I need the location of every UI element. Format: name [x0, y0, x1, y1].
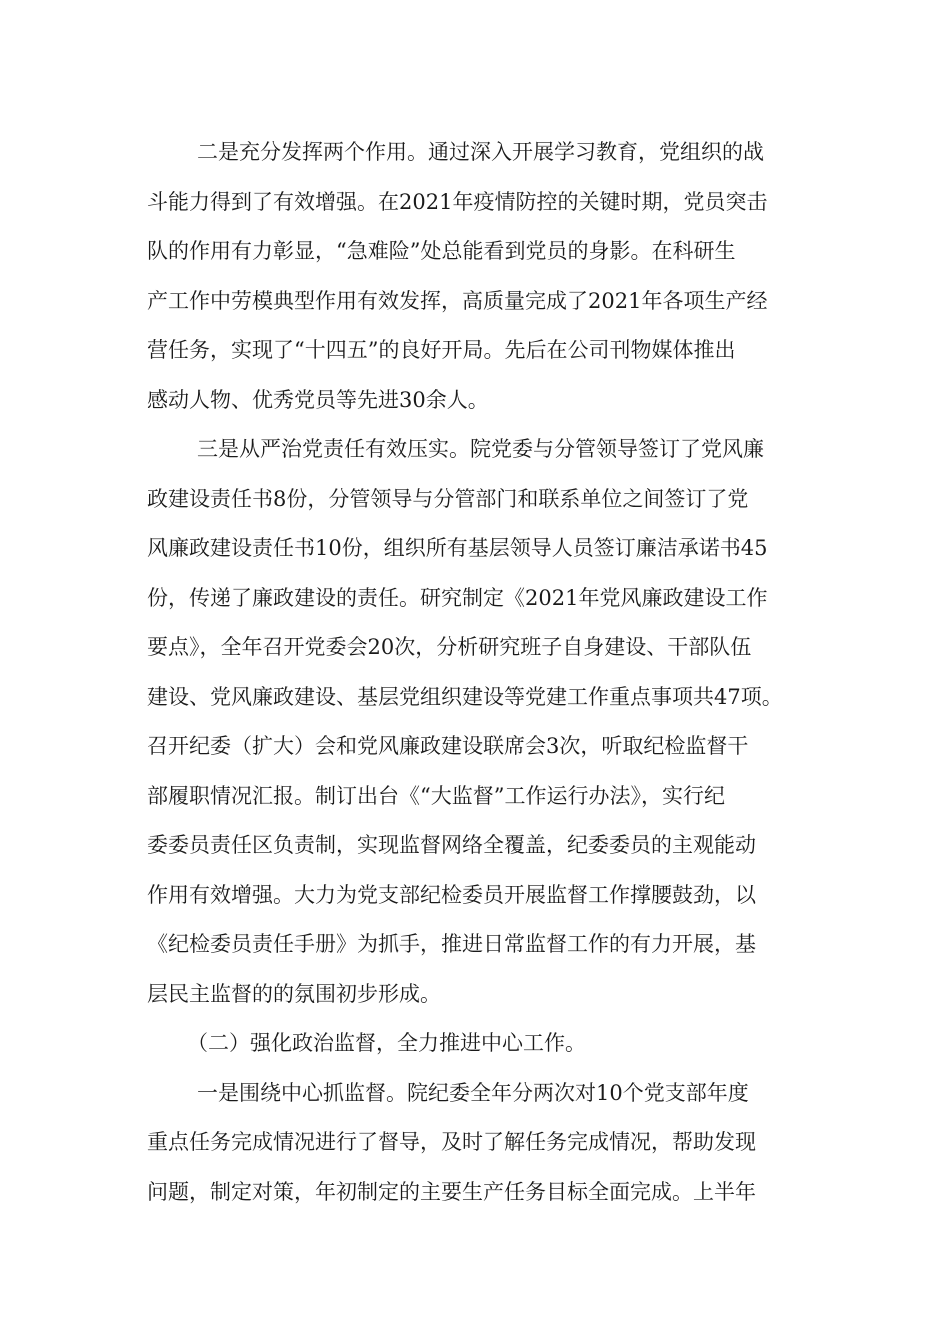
section-heading: （二）强化政治监督，全力推进中心工作。	[187, 1031, 586, 1055]
paragraph-1-line-3: 队的作用有力彰显，“急难险”处总能看到党员的身影。在科研生	[147, 239, 736, 263]
paragraph-2-line-12: 层民主监督的的氛围初步形成。	[147, 982, 441, 1006]
paragraph-2-line-1: 三是从严治党责任有效压实。院党委与分管领导签订了党风廉	[197, 437, 764, 461]
paragraph-3-line-3: 问题，制定对策，年初制定的主要生产任务目标全面完成。上半年	[147, 1180, 756, 1204]
paragraph-2-line-6: 建设、党风廉政建设、基层党组织建设等党建工作重点事项共47项。	[147, 685, 783, 709]
paragraph-2-line-3: 风廉政建设责任书10份，组织所有基层领导人员签订廉洁承诺书45	[147, 536, 768, 560]
paragraph-1-line-2: 斗能力得到了有效增强。在2021年疫情防控的关键时期，党员突击	[147, 190, 768, 214]
paragraph-3-line-1: 一是围绕中心抓监督。院纪委全年分两次对10个党支部年度	[197, 1081, 749, 1105]
paragraph-3-line-2: 重点任务完成情况进行了督导，及时了解任务完成情况，帮助发现	[147, 1130, 756, 1154]
paragraph-2-line-5: 要点》，全年召开党委会20次，分析研究班子自身建设、干部队伍	[147, 635, 752, 659]
paragraph-2-line-9: 委委员责任区负责制，实现监督网络全覆盖，纪委委员的主观能动	[147, 833, 756, 857]
paragraph-2-line-7: 召开纪委（扩大）会和党风廉政建设联席会3次，听取纪检监督干	[147, 734, 749, 758]
paragraph-2-line-11: 《纪检委员责任手册》为抓手，推进日常监督工作的有力开展，基	[147, 932, 756, 956]
paragraph-1-line-4: 产工作中劳模典型作用有效发挥，高质量完成了2021年各项生产经	[147, 289, 768, 313]
paragraph-2-line-4: 份，传递了廉政建设的责任。研究制定《2021年党风廉政建设工作	[147, 586, 768, 610]
paragraph-1-line-5: 营任务，实现了“十四五”的良好开局。先后在公司刊物媒体推出	[147, 338, 736, 362]
paragraph-2-line-10: 作用有效增强。大力为党支部纪检委员开展监督工作撑腰鼓劲，以	[147, 883, 756, 907]
paragraph-2-line-8: 部履职情况汇报。制订出台《“大监督”工作运行办法》，实行纪	[147, 784, 725, 808]
paragraph-1-line-6: 感动人物、优秀党员等先进30余人。	[147, 388, 489, 412]
paragraph-2-line-2: 政建设责任书8份，分管领导与分管部门和联系单位之间签订了党	[147, 487, 749, 511]
paragraph-1-line-1: 二是充分发挥两个作用。通过深入开展学习教育，党组织的战	[197, 140, 764, 164]
